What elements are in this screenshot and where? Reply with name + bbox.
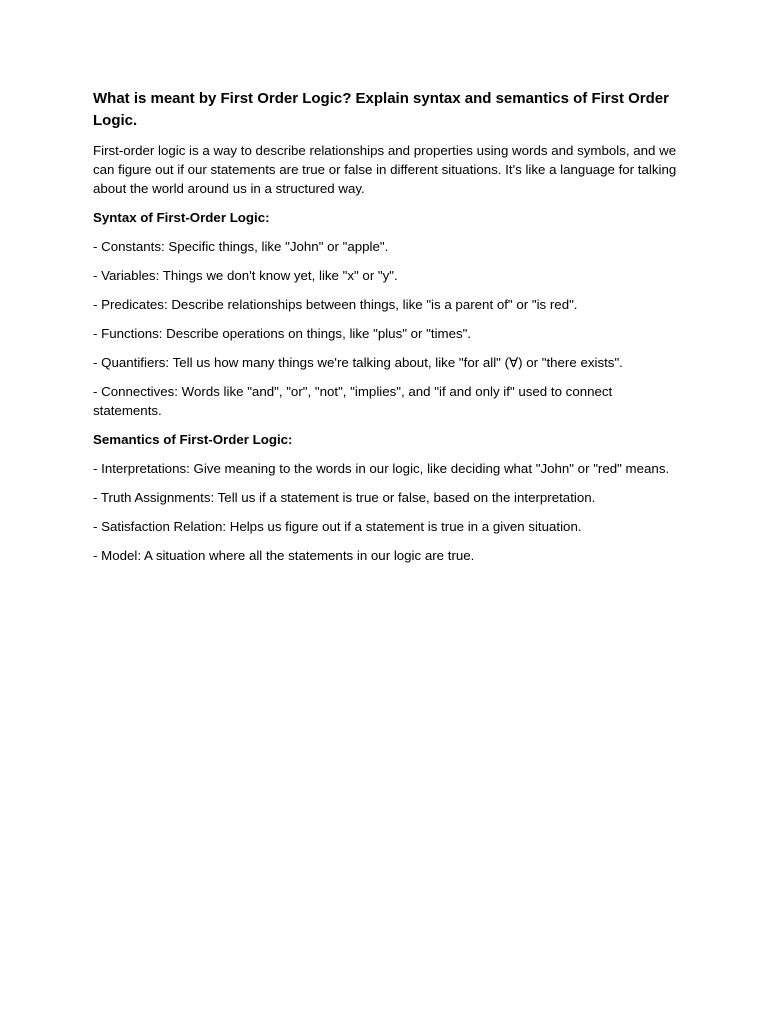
syntax-item-predicates: - Predicates: Describe relationships between things, like "is a parent of" or "is red". bbox=[93, 297, 578, 312]
syntax-item-functions: - Functions: Describe operations on things, like "plus" or "times". bbox=[93, 326, 472, 341]
semantics-heading: Semantics of First-Order Logic: bbox=[93, 432, 293, 447]
semantics-item-truth-assignments: - Truth Assignments: Tell us if a statement is true or false, based on the interpretation. bbox=[93, 490, 596, 505]
syntax-heading: Syntax of First-Order Logic: bbox=[93, 210, 270, 225]
syntax-item-quantifiers: - Quantifiers: Tell us how many things we're talking about, like "for all" (∀) or "there exists". bbox=[93, 355, 623, 370]
syntax-section bbox=[93, 208, 683, 420]
intro-paragraph: First-order logic is a way to describe relationships and properties using words and symbols, and we can figure out if our statements are true or false in different situations. It's like a language for talking about the world around us in a structured way. bbox=[93, 143, 677, 196]
semantics-section bbox=[93, 430, 683, 565]
semantics-item-satisfaction-relation: - Satisfaction Relation: Helps us figure out if a statement is true in a given situation. bbox=[93, 519, 582, 534]
document-page bbox=[93, 88, 683, 575]
document-title: What is meant by First Order Logic? Explain syntax and semantics of First Order Logic. bbox=[93, 90, 669, 129]
syntax-item-connectives: - Connectives: Words like "and", "or", "not", "implies", and "if and only if" used to connect statements. bbox=[93, 384, 613, 418]
semantics-item-interpretations: - Interpretations: Give meaning to the words in our logic, like deciding what "John" or "red" means. bbox=[93, 461, 670, 476]
syntax-item-variables: - Variables: Things we don't know yet, like "x" or "y". bbox=[93, 268, 398, 283]
syntax-item-constants: - Constants: Specific things, like "John" or "apple". bbox=[93, 239, 389, 254]
semantics-item-model: - Model: A situation where all the statements in our logic are true. bbox=[93, 548, 475, 563]
